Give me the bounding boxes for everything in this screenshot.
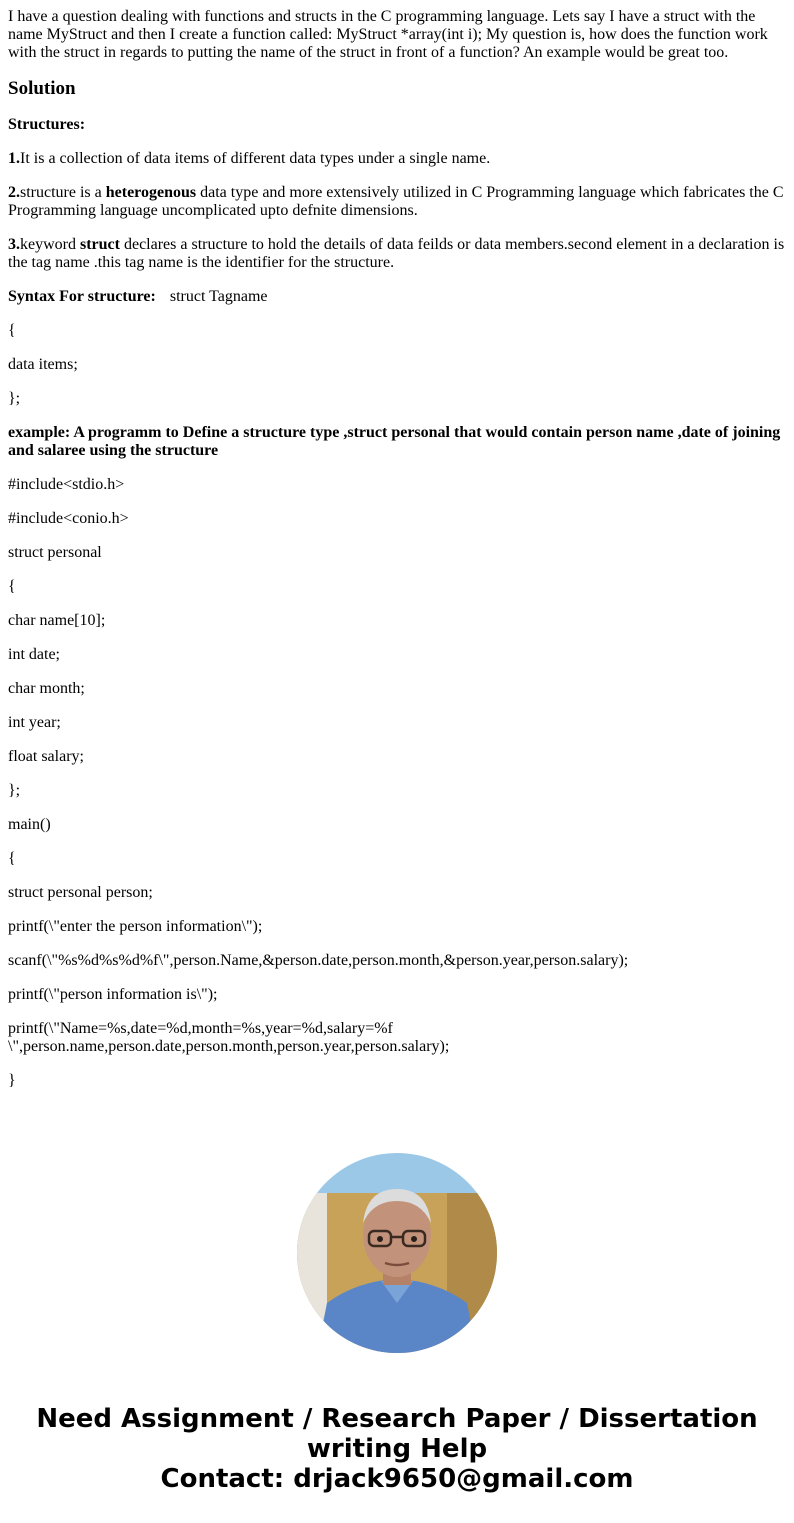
code-block <box>8 476 786 1090</box>
promo-banner <box>0 1404 794 1494</box>
code-line: #include<conio.h> <box>8 510 129 527</box>
question-text: I have a question dealing with functions and structs in the C programming language. Lets say I have a struct with the name MyStruct and then I create a function called: MyStruct *array(int i); My question is, how does the function work with the struct in regards to putting the name of the struct in front of a function? An example would be great too. <box>8 8 768 61</box>
code-line: } <box>8 1072 16 1089</box>
code-line: printf(\"enter the person information\"); <box>8 918 263 935</box>
point-3-number: 3. <box>8 236 20 253</box>
syntax-open-brace: { <box>8 322 16 339</box>
code-line: struct personal <box>8 544 102 561</box>
code-line: }; <box>8 782 21 799</box>
code-line: scanf(\"%s%d%s%d%f\",person.Name,&person.date,person.month,&person.year,person.salary); <box>8 952 629 969</box>
author-avatar <box>297 1153 497 1353</box>
code-line: int date; <box>8 646 60 663</box>
code-line: char name[10]; <box>8 612 106 629</box>
code-line: main() <box>8 816 51 833</box>
code-line: char month; <box>8 680 85 697</box>
point-3: 3.keyword struct declares a structure to hold the details of data feilds or data members.second element in a declaration is the tag name .this tag name is the identifier for the structure. <box>8 236 785 271</box>
promo-line-1: Need Assignment / Research Paper / Dissertation <box>36 1404 758 1434</box>
point-2-keyword: heterogenous <box>105 184 197 201</box>
point-2-number: 2. <box>8 184 20 201</box>
point-1 <box>8 150 786 168</box>
author-portrait-image <box>297 1153 497 1353</box>
code-line: #include<stdio.h> <box>8 476 125 493</box>
example-heading: example: A programm to Define a structure type ,struct personal that would contain person name ,date of joining and salaree using the structure <box>8 424 781 459</box>
point-1-number: 1. <box>8 150 20 167</box>
point-2: 2.structure is a heterogenous data type and more extensively utilized in C Programming language which fabricates the C Programming language uncomplicated upto defnite dimensions. <box>8 184 784 219</box>
code-line: int year; <box>8 714 61 731</box>
code-line: float salary; <box>8 748 84 765</box>
promo-contact: Contact: drjack9650@gmail.com <box>160 1464 634 1494</box>
point-1-text: It is a collection of data items of different data types under a single name. <box>20 150 491 167</box>
syntax-close-brace: }; <box>8 390 21 407</box>
syntax-line <box>8 288 786 306</box>
code-line: { <box>8 850 16 867</box>
code-line: printf(\"person information is\"); <box>8 986 218 1003</box>
point-3-keyword: struct <box>79 236 120 253</box>
syntax-first-line: struct Tagname <box>169 288 268 305</box>
code-line: printf(\"Name=%s,date=%d,month=%s,year=%d,salary=%f \",person.name,person.date,person.month,person.year,person.salary); <box>8 1020 450 1055</box>
promo-line-2: writing Help <box>306 1434 488 1464</box>
syntax-body: data items; <box>8 356 78 373</box>
syntax-label: Syntax For structure: <box>8 288 156 305</box>
code-line: struct personal person; <box>8 884 153 901</box>
solution-heading: Solution <box>8 78 76 99</box>
code-line: { <box>8 578 16 595</box>
structures-heading: Structures: <box>8 116 86 133</box>
